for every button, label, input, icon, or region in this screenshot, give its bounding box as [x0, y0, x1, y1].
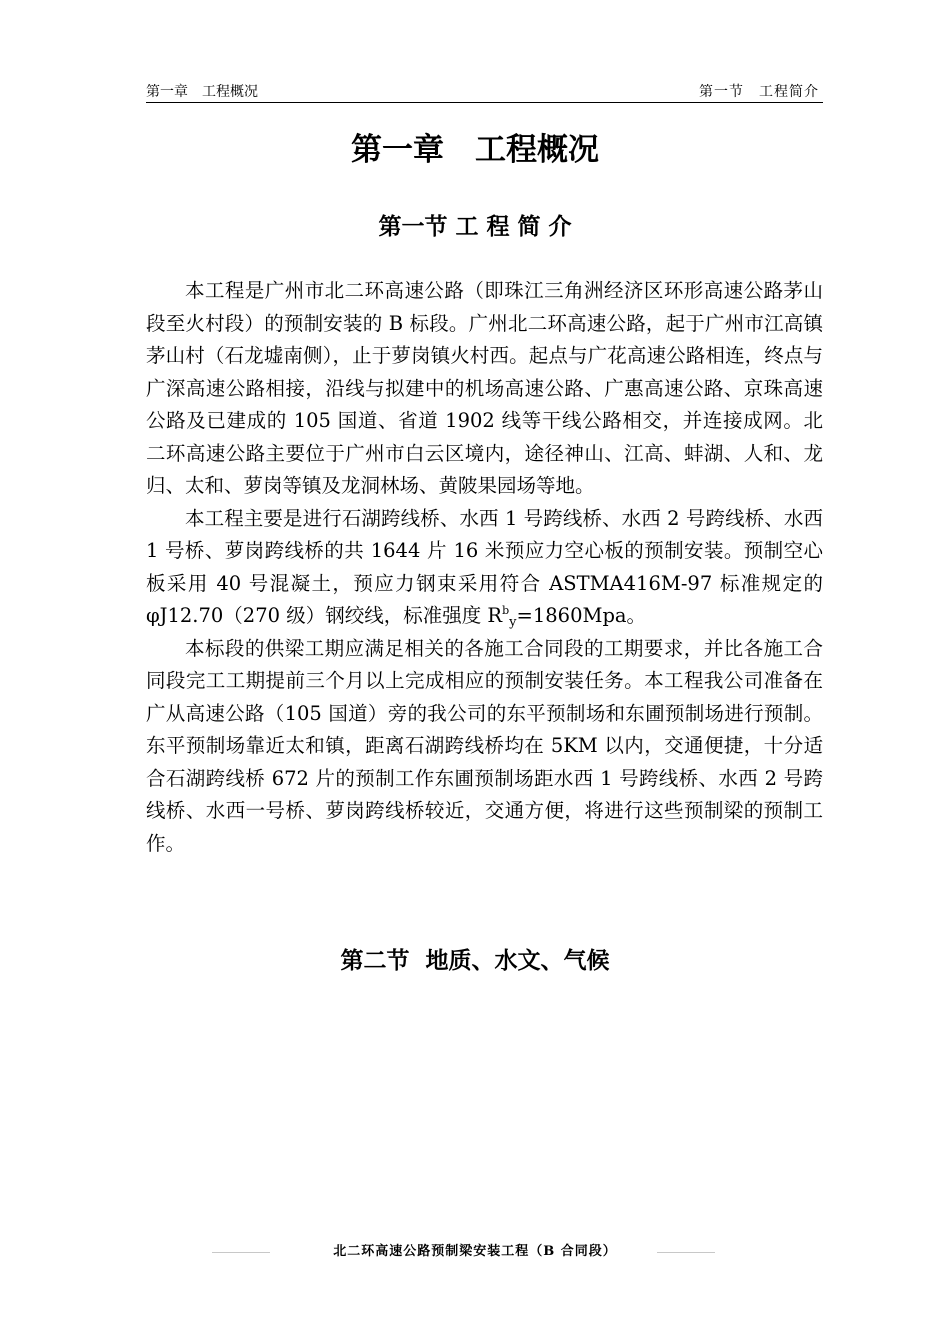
body-text — [146, 275, 823, 860]
strength-superscript: b — [502, 604, 510, 617]
header-chapter-label: 第一章 工程概况 — [146, 84, 258, 100]
page-footer — [0, 1240, 950, 1264]
section-title-2: 第二节 地质、水文、气候 — [340, 947, 610, 974]
paragraph-2-main: 本工程主要是进行石湖跨线桥、水西 1 号跨线桥、水西 2 号跨线桥、水西 1 号桥、萝岗跨线桥的共 1644 片 16 米预应力空心板的预制安装。预制空心板采用 40 号混凝土，预应力钢束采用符合 ASTMA416M-97 标准规定的 φJ12.70（270 级）钢绞线，标准强度 R — [146, 506, 823, 627]
chapter-title: 第一章 工程概况 — [351, 132, 599, 168]
section-title-1: 第一节 工 程 简 介 — [378, 213, 572, 240]
paragraph-3: 本标段的供梁工期应满足相关的各施工合同段的工期要求，并比各施工合同段完工工期提前三个月以上完成相应的预制安装任务。本工程我公司准备在广从高速公路（105 国道）旁的我公司的东平预制场和东圃预制场进行预制。东平预制场靠近太和镇，距离石湖跨线桥均在 5KM 以内，交通便捷，十分适合石湖跨线桥 672 片的预制工作东圃预制场距水西 1 号跨线桥、水西 2 号跨线桥、水西一号桥、萝岗跨线桥较近，交通方便，将进行这些预制梁的预制工作。 — [146, 636, 823, 855]
footer-divider-left — [212, 1252, 270, 1253]
page-header — [146, 82, 823, 103]
footer-divider-right — [657, 1252, 715, 1253]
footer-text: 北二环高速公路预制梁安装工程（B 合同段） — [333, 1244, 617, 1259]
header-section-label: 第一节 工程简介 — [699, 84, 819, 100]
strength-subscript: y — [509, 615, 517, 630]
paragraph-2-tail: =1860Mpa。 — [516, 604, 647, 627]
paragraph-2 — [146, 503, 823, 633]
paragraph-1: 本工程是广州市北二环高速公路（即珠江三角洲经济区环形高速公路茅山段至火村段）的预制安装的 B 标段。广州北二环高速公路，起于广州市江高镇茅山村（石龙墟南侧），止于萝岗镇火村西。起点与广花高速公路相连，终点与广深高速公路相接，沿线与拟建中的机场高速公路、广惠高速公路、京珠高速公路及已建成的 105 国道、省道 1902 线等干线公路相交，并连接成网。北二环高速公路主要位于广州市白云区境内，途径神山、江高、蚌湖、人和、龙归、太和、萝岗等镇及龙洞林场、黄陂果园场等地。 — [146, 279, 823, 497]
